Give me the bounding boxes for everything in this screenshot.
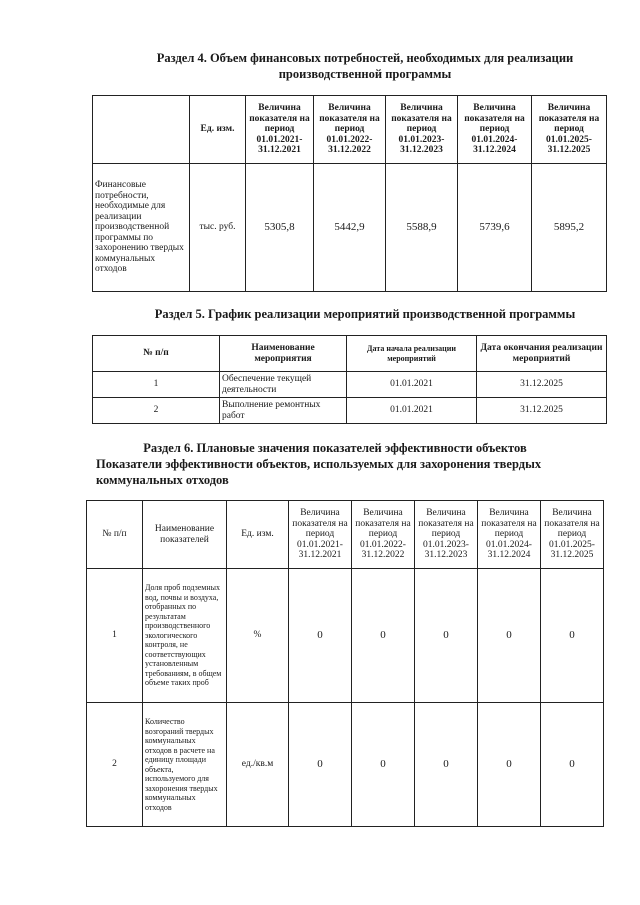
table-row (87, 569, 604, 703)
value-2024: 5739,6 (458, 164, 532, 292)
header-period-2024: Величина показателя на период 01.01.2024-31.12.2024 (478, 501, 541, 569)
header-period-2021: Величина показателя на период 01.01.2021-31.12.2021 (289, 501, 352, 569)
header-end-date: Дата окончания реализации мероприятий (477, 336, 607, 372)
header-period-2022: Величина показателя на период 01.01.2022-31.12.2022 (314, 96, 386, 164)
header-period-2021: Величина показателя на период 01.01.2021-31.12.2021 (246, 96, 314, 164)
value-2022: 5442,9 (314, 164, 386, 292)
table-row (93, 164, 607, 292)
header-unit: Ед. изм. (190, 96, 246, 164)
section4-heading-line1: Раздел 4. Объем финансовых потребностей, необходимых для реализации (156, 51, 574, 65)
table-row (87, 703, 604, 827)
section6-heading-line3: коммунальных отходов (96, 473, 229, 487)
value-2021: 5305,8 (246, 164, 314, 292)
row-num: 2 (87, 703, 143, 827)
header-period-2024: Величина показателя на период 01.01.2024-31.12.2024 (458, 96, 532, 164)
header-num: № п/п (93, 336, 220, 372)
row-event-name: Обеспечение текущей деятельности (220, 372, 347, 398)
row-name: Финансовые потребности, необходимые для реализации производственной программы по захоронению твердых коммунальных отходов (93, 164, 190, 292)
row-unit: ед./кв.м (227, 703, 289, 827)
row-num: 2 (93, 398, 220, 424)
value-2023: 5588,9 (386, 164, 458, 292)
row-num: 1 (87, 569, 143, 703)
section5-heading: Раздел 5. График реализации мероприятий производственной программы (154, 307, 576, 321)
section6-heading (40, 440, 630, 488)
header-event-name: Наименование мероприятия (220, 336, 347, 372)
header-period-2023: Величина показателя на период 01.01.2023-31.12.2023 (386, 96, 458, 164)
row-indicator-name: Доля проб подземных вод, почвы и воздуха, отобранных по результатам производственного экологического контроля, не соответствующих установленным требованиям, в общем объеме таких проб (143, 569, 227, 703)
header-start-date: Дата начала реализации мероприятий (347, 336, 477, 372)
section4-heading (80, 50, 640, 82)
row-indicator-name: Количество возгораний твердых коммунальных отходов в расчете на единицу площади объекта, используемого для захоронения твердых коммунальных отходов (143, 703, 227, 827)
table-header-row (87, 501, 604, 569)
row-unit: тыс. руб. (190, 164, 246, 292)
row-start-date: 01.01.2021 (347, 372, 477, 398)
row-end-date: 31.12.2025 (477, 398, 607, 424)
financial-needs-table (92, 95, 607, 292)
value-2025: 0 (541, 703, 604, 827)
header-empty-cell (93, 96, 190, 164)
section4-heading-line2: производственной программы (278, 67, 452, 81)
row-end-date: 31.12.2025 (477, 372, 607, 398)
section6-heading-line2: Показатели эффективности объектов, используемых для захоронения твердых (96, 457, 542, 471)
value-2021: 0 (289, 569, 352, 703)
header-indicator-name: Наименование показателей (143, 501, 227, 569)
table-row (93, 372, 607, 398)
value-2023: 0 (415, 569, 478, 703)
value-2025: 0 (541, 569, 604, 703)
row-event-name: Выполнение ремонтных работ (220, 398, 347, 424)
value-2024: 0 (478, 569, 541, 703)
value-2022: 0 (352, 703, 415, 827)
table-header-row (93, 96, 607, 164)
table-row (93, 398, 607, 424)
value-2021: 0 (289, 703, 352, 827)
efficiency-indicators-table (86, 500, 604, 827)
header-unit: Ед. изм. (227, 501, 289, 569)
header-period-2022: Величина показателя на период 01.01.2022-31.12.2022 (352, 501, 415, 569)
header-period-2025: Величина показателя на период 01.01.2025-31.12.2025 (532, 96, 607, 164)
header-period-2023: Величина показателя на период 01.01.2023-31.12.2023 (415, 501, 478, 569)
header-num: № п/п (87, 501, 143, 569)
value-2024: 0 (478, 703, 541, 827)
row-num: 1 (93, 372, 220, 398)
value-2023: 0 (415, 703, 478, 827)
row-start-date: 01.01.2021 (347, 398, 477, 424)
value-2022: 0 (352, 569, 415, 703)
table-header-row (93, 336, 607, 372)
header-period-2025: Величина показателя на период 01.01.2025-31.12.2025 (541, 501, 604, 569)
events-schedule-table (92, 335, 607, 424)
row-unit: % (227, 569, 289, 703)
value-2025: 5895,2 (532, 164, 607, 292)
section6-heading-line1: Раздел 6. Плановые значения показателей эффективности объектов (143, 441, 527, 455)
